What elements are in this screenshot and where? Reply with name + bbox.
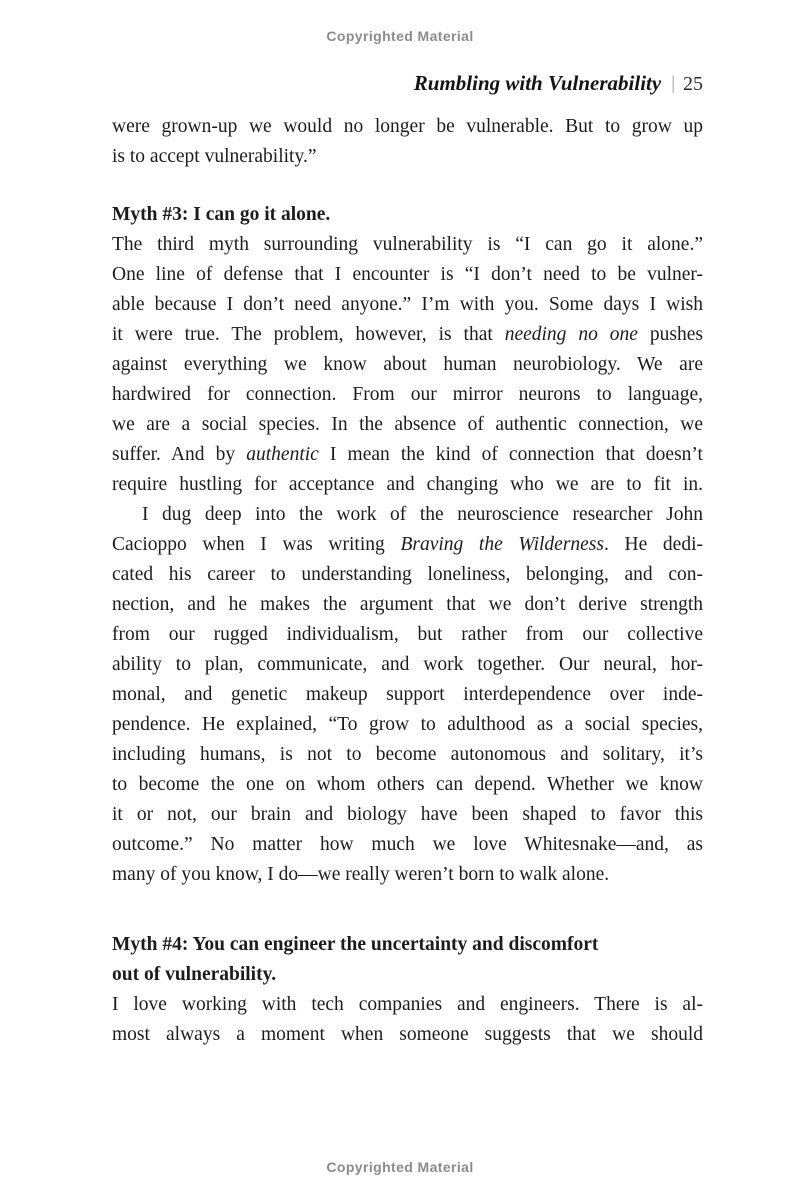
header-separator: | — [671, 73, 675, 94]
text-line: most always a moment when someone suggests that we should — [112, 1024, 703, 1045]
text-line: Cacioppo when I was writing Braving the Wilderness. He dedi- — [112, 534, 704, 555]
text-line: it or not, our brain and biology have been shaped to favor this — [112, 804, 703, 825]
text-line: Myth #4: You can engineer the uncertainty and discomfort — [112, 934, 599, 955]
paragraph — [112, 230, 703, 500]
text-line: Myth #3: I can go it alone. — [112, 204, 331, 225]
text-line: outcome.” No matter how much we love Whitesnake—and, as — [112, 834, 703, 855]
paragraph — [112, 500, 703, 890]
text-line: I love working with tech companies and engineers. There is al- — [112, 994, 703, 1015]
running-title: Rumbling with Vulnerability — [413, 71, 662, 95]
text-line: out of vulnerability. — [112, 964, 277, 985]
running-header — [112, 68, 703, 101]
text-line: One line of defense that I encounter is “I don’t need to be vulner- — [112, 264, 703, 285]
text-line: hardwired for connection. From our mirror neurons to language, — [112, 384, 703, 405]
text-line: I dug deep into the work of the neuroscience researcher John — [142, 504, 703, 525]
text-line: were grown-up we would no longer be vulnerable. But to grow up — [112, 116, 703, 137]
copyright-notice-bottom: Copyrighted Material — [326, 1159, 474, 1175]
text-line: from our rugged individualism, but rather from our collective — [112, 624, 703, 645]
copyright-notice-top: Copyrighted Material — [326, 28, 474, 44]
text-line: cated his career to understanding loneliness, belonging, and con- — [112, 564, 703, 585]
text-line: require hustling for acceptance and changing who we are to fit in. — [112, 474, 703, 495]
text-line: we are a social species. In the absence of authentic connection, we — [112, 414, 703, 435]
section-heading — [112, 930, 703, 990]
text-line: many of you know, I do—we really weren’t born to walk alone. — [112, 864, 610, 885]
text-line: pendence. He explained, “To grow to adulthood as a social species, — [112, 714, 703, 735]
text-line: is to accept vulnerability.” — [112, 146, 317, 167]
text-line: ability to plan, communicate, and work together. Our neural, hor- — [112, 654, 703, 675]
section-heading — [112, 200, 703, 230]
text-line: suffer. And by authentic I mean the kind of connection that doesn’t — [112, 444, 703, 465]
text-line: including humans, is not to become autonomous and solitary, it’s — [112, 744, 703, 765]
text-line: monal, and genetic makeup support interdependence over inde- — [112, 684, 703, 705]
text-line: it were true. The problem, however, is that needing no one pushes — [112, 324, 703, 345]
body-text — [112, 112, 703, 1050]
text-line: able because I don’t need anyone.” I’m with you. Some days I wish — [112, 294, 703, 315]
text-line: nection, and he makes the argument that we don’t derive strength — [112, 594, 703, 615]
paragraph — [112, 990, 703, 1050]
text-line: against everything we know about human neurobiology. We are — [112, 354, 703, 375]
text-line: The third myth surrounding vulnerability is “I can go it alone.” — [112, 234, 703, 255]
paragraph — [112, 112, 703, 172]
page-number: 25 — [683, 73, 703, 95]
text-line: to become the one on whom others can depend. Whether we know — [112, 774, 703, 795]
